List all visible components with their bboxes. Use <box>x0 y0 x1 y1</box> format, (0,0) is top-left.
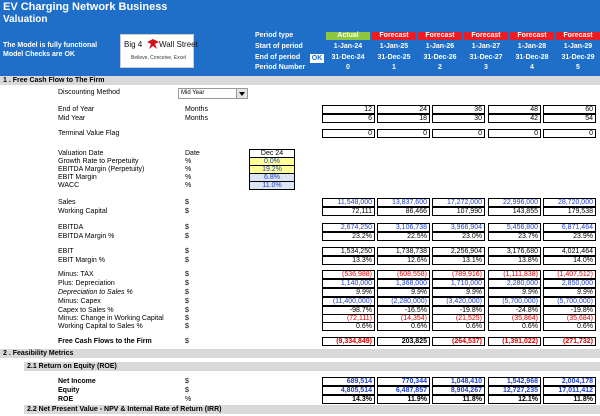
ni-cell-4[interactable]: 1,542,968 <box>488 377 541 386</box>
period-type-label: Period type <box>255 32 294 39</box>
sales-cell-4[interactable]: 22,996,000 <box>488 198 541 207</box>
eq-cell-5[interactable]: 17,011,412 <box>543 386 596 395</box>
fcf-cell-3[interactable]: (264,537) <box>432 337 485 346</box>
mid_year-cell-2[interactable]: 18 <box>377 114 430 123</box>
wc_s-cell-2[interactable]: 0.6% <box>377 322 430 331</box>
ebitda_perp-input[interactable]: 19.2% <box>249 165 295 174</box>
period-type-5: Forecast <box>556 32 600 40</box>
section-npv-irr <box>24 405 600 414</box>
ebitda-cell-4[interactable]: 5,456,800 <box>488 223 541 232</box>
eq-label: Equity <box>58 387 80 394</box>
fcf-unit: $ <box>185 338 189 345</box>
roe-cell-2[interactable]: 11.9% <box>377 395 430 404</box>
fcf-cell-4[interactable]: (1,391,022) <box>488 337 541 346</box>
ebitda_m-unit: $ <box>185 233 189 240</box>
capex_s-cell-3[interactable]: -19.8% <box>432 306 485 315</box>
period-num-0: 0 <box>346 64 350 71</box>
capex-label: Minus: Capex <box>58 298 101 305</box>
wc_s-cell-4[interactable]: 0.6% <box>488 322 541 331</box>
growth-unit: % <box>185 158 192 165</box>
terminal-cell-5[interactable]: 0 <box>543 129 596 138</box>
eq-cell-3[interactable]: 8,904,267 <box>432 386 485 395</box>
ebit_m-unit: $ <box>185 257 189 264</box>
period-type-3: Forecast <box>464 32 508 40</box>
mid_year-cell-3[interactable]: 30 <box>432 114 485 123</box>
ok-check-button[interactable]: OK <box>311 55 323 62</box>
period-start-4: 1-Jan-28 <box>517 43 547 50</box>
period-num-5: 5 <box>576 64 580 71</box>
wc_s-cell-1[interactable]: 0.6% <box>322 322 375 331</box>
wc-label: Working Capital <box>58 208 108 215</box>
period-type-0: Actual <box>326 32 370 40</box>
section-fcff-title: 1 . Free Cash Flow to The Firm <box>3 77 105 84</box>
dep_s-unit: $ <box>185 289 189 296</box>
ebit-cell-4[interactable]: 3,176,680 <box>488 247 541 256</box>
period-type-4: Forecast <box>510 32 554 40</box>
fcf-label: Free Cash Flows to the Firm <box>58 338 152 345</box>
capex-cell-2[interactable]: (2,280,000) <box>377 297 430 306</box>
page-title: EV Charging Network Business <box>3 1 168 13</box>
start-period-label: Start of period <box>255 43 303 50</box>
eq-cell-1[interactable]: 4,805,514 <box>322 386 375 395</box>
ebitda-label: EBITDA <box>58 224 84 231</box>
val_date-label: Valuation Date <box>58 150 104 157</box>
ebitda-cell-2[interactable]: 3,106,738 <box>377 223 430 232</box>
wc_s-cell-5[interactable]: 0.6% <box>543 322 596 331</box>
end-period-label: End of period <box>255 54 301 61</box>
growth-input[interactable]: 0.0% <box>249 157 295 166</box>
ebitda-unit: $ <box>185 224 189 231</box>
sales-unit: $ <box>185 199 189 206</box>
tax-cell-1[interactable]: (536,988) <box>322 270 375 279</box>
sales-cell-1[interactable]: 11,548,000 <box>322 198 375 207</box>
wc-cell-5[interactable]: 179,538 <box>543 207 596 216</box>
period-start-1: 1-Jan-25 <box>379 43 409 50</box>
section-roe <box>24 362 600 371</box>
capex_s-cell-5[interactable]: -19.8% <box>543 306 596 315</box>
tax-cell-3[interactable]: (789,916) <box>432 270 485 279</box>
section-roe-title: 2.1 Return on Equity (ROE) <box>27 363 117 370</box>
period-start-3: 1-Jan-27 <box>471 43 501 50</box>
mid_year-cell-4[interactable]: 42 <box>488 114 541 123</box>
tax-cell-5[interactable]: (1,407,512) <box>543 270 596 279</box>
period-start-5: 1-Jan-29 <box>563 43 593 50</box>
ni-unit: $ <box>185 378 189 385</box>
dep-cell-2[interactable]: 1,368,000 <box>377 279 430 288</box>
period-end-3: 31-Dec-27 <box>469 54 503 61</box>
capex_s-cell-1[interactable]: -98.7% <box>322 306 375 315</box>
ebit-cell-2[interactable]: 1,738,738 <box>377 247 430 256</box>
end_year-unit: Months <box>185 106 208 113</box>
dep_s-cell-2[interactable]: 9.9% <box>377 288 430 297</box>
discount-method-dropdown[interactable] <box>178 88 248 99</box>
period-end-2: 31-Dec-26 <box>423 54 457 61</box>
period-end-5: 31-Dec-29 <box>561 54 595 61</box>
sales-label: Sales <box>58 199 76 206</box>
dep_s-label: Depreciation to Sales % <box>58 289 133 296</box>
wc-cell-1[interactable]: 72,111 <box>322 207 375 216</box>
terminal-cell-1[interactable]: 0 <box>322 129 375 138</box>
end_year-label: End of Year <box>58 106 95 113</box>
roe-cell-4[interactable]: 12.1% <box>488 395 541 404</box>
eq-cell-4[interactable]: 12,727,235 <box>488 386 541 395</box>
section-fcff <box>0 76 600 85</box>
ebit_margin_in-unit: % <box>185 174 192 181</box>
ebit_m-cell-2[interactable]: 12.6% <box>377 256 430 265</box>
logo-tagline: Believe, Conceive, Excel <box>131 55 187 61</box>
end_year-cell-5[interactable]: 60 <box>543 105 596 114</box>
model-status-note: The Model is fully functional <box>3 42 98 49</box>
roe-cell-3[interactable]: 11.8% <box>432 395 485 404</box>
ebitda_perp-unit: % <box>185 166 192 173</box>
capex-cell-4[interactable]: (5,700,000) <box>488 297 541 306</box>
wc-cell-2[interactable]: 86,466 <box>377 207 430 216</box>
fcf-cell-2[interactable]: 203,825 <box>377 337 430 346</box>
end_year-cell-2[interactable]: 24 <box>377 105 430 114</box>
mid_year-unit: Months <box>185 115 208 122</box>
capex-unit: $ <box>185 298 189 305</box>
wc-unit: $ <box>185 208 189 215</box>
discount-method-value: Mid Year <box>181 90 205 96</box>
dep-cell-4[interactable]: 2,280,000 <box>488 279 541 288</box>
sales-cell-5[interactable]: 28,720,000 <box>543 198 596 207</box>
fcf-cell-5[interactable]: (271,732) <box>543 337 596 346</box>
dep_s-cell-5[interactable]: 9.9% <box>543 288 596 297</box>
period-end-4: 31-Dec-28 <box>515 54 549 61</box>
ebit_margin_in-input[interactable]: 6.8% <box>249 173 295 182</box>
chevron-down-icon[interactable] <box>236 89 247 98</box>
wacc-unit: % <box>185 182 192 189</box>
ebitda_m-label: EBITDA Margin % <box>58 233 115 240</box>
roe-label: ROE <box>58 396 74 403</box>
ni-cell-2[interactable]: 770,344 <box>377 377 430 386</box>
company-logo <box>120 34 198 68</box>
tax-cell-4[interactable]: (1,111,838) <box>488 270 541 279</box>
logo-text-2: Wall Street <box>159 40 198 49</box>
period-num-1: 1 <box>392 64 396 71</box>
period-num-3: 3 <box>484 64 488 71</box>
chg_wc-cell-4[interactable]: (35,864) <box>488 314 541 323</box>
roe-cell-1[interactable]: 14.3% <box>322 395 375 404</box>
roe-unit: % <box>185 396 192 403</box>
ebit_m-cell-4[interactable]: 13.8% <box>488 256 541 265</box>
dep-cell-5[interactable]: 2,850,000 <box>543 279 596 288</box>
tax-label: Minus: TAX <box>58 271 94 278</box>
ni-cell-1[interactable]: 689,514 <box>322 377 375 386</box>
period-number-label: Period Number <box>255 64 306 71</box>
terminal-cell-3[interactable]: 0 <box>432 129 485 138</box>
chg_wc-cell-2[interactable]: (14,354) <box>377 314 430 323</box>
wc_s-label: Working Capital to Sales % <box>58 323 143 330</box>
ebitda_m-cell-5[interactable]: 23.9% <box>543 232 596 241</box>
ebitda_m-cell-4[interactable]: 23.7% <box>488 232 541 241</box>
terminal-cell-4[interactable]: 0 <box>488 129 541 138</box>
model-checks-note: Model Checks are OK <box>3 51 75 58</box>
capex-cell-5[interactable]: (5,700,000) <box>543 297 596 306</box>
period-type-1: Forecast <box>372 32 416 40</box>
ebitda-cell-5[interactable]: 6,871,464 <box>543 223 596 232</box>
mid_year-cell-1[interactable]: 6 <box>322 114 375 123</box>
period-num-4: 4 <box>530 64 534 71</box>
wc-cell-3[interactable]: 107,990 <box>432 207 485 216</box>
chg_wc-label: Minus: Change in Working Capital <box>58 315 164 322</box>
discount-method-label: Discounting Method <box>58 89 120 96</box>
wc_s-cell-3[interactable]: 0.6% <box>432 322 485 331</box>
wc-cell-4[interactable]: 143,855 <box>488 207 541 216</box>
tax-unit: $ <box>185 271 189 278</box>
sales-cell-2[interactable]: 13,837,600 <box>377 198 430 207</box>
terminal-label: Terminal Value Flag <box>58 130 120 137</box>
ebitda-cell-1[interactable]: 2,674,250 <box>322 223 375 232</box>
ebitda_m-cell-3[interactable]: 23.0% <box>432 232 485 241</box>
ebit-cell-1[interactable]: 1,534,250 <box>322 247 375 256</box>
ebit_margin_in-label: EBIT Margin <box>58 174 97 181</box>
period-num-2: 2 <box>438 64 442 71</box>
capex-cell-1[interactable]: (11,400,000) <box>322 297 375 306</box>
sales-cell-3[interactable]: 17,272,000 <box>432 198 485 207</box>
period-type-2: Forecast <box>418 32 462 40</box>
period-end-0: 31-Dec-24 <box>331 54 365 61</box>
dep-cell-1[interactable]: 1,140,000 <box>322 279 375 288</box>
ebitda_perp-label: EBITDA Margin (Perpetuity) <box>58 166 145 173</box>
end_year-cell-3[interactable]: 36 <box>432 105 485 114</box>
ebit_m-label: EBIT Margin % <box>58 257 105 264</box>
ebit_m-cell-3[interactable]: 13.1% <box>432 256 485 265</box>
end_year-cell-4[interactable]: 48 <box>488 105 541 114</box>
chg_wc-cell-1[interactable]: (72,111) <box>322 314 375 323</box>
val_date-input[interactable]: Dec 24 <box>249 149 295 158</box>
section-npv-irr-title: 2.2 Net Present Value - NPV & Internal Rate of Return (IRR) <box>27 406 222 413</box>
ebitda-cell-3[interactable]: 3,966,904 <box>432 223 485 232</box>
ebit-cell-5[interactable]: 4,021,464 <box>543 247 596 256</box>
capex-cell-3[interactable]: (3,420,000) <box>432 297 485 306</box>
eagle-icon <box>146 37 160 51</box>
ebit-cell-3[interactable]: 2,256,904 <box>432 247 485 256</box>
capex_s-label: Capex to Sales % <box>58 307 114 314</box>
end_year-cell-1[interactable]: 12 <box>322 105 375 114</box>
terminal-cell-2[interactable]: 0 <box>377 129 430 138</box>
chg_wc-cell-3[interactable]: (21,525) <box>432 314 485 323</box>
ebitda_m-cell-2[interactable]: 22.5% <box>377 232 430 241</box>
wacc-label: WACC <box>58 182 80 189</box>
section-feasibility <box>0 349 600 358</box>
capex_s-unit: $ <box>185 307 189 314</box>
capex_s-cell-4[interactable]: -24.8% <box>488 306 541 315</box>
logo-text-1: Big 4 <box>124 40 143 49</box>
eq-unit: $ <box>185 387 189 394</box>
dep-cell-3[interactable]: 1,710,000 <box>432 279 485 288</box>
period-start-0: 1-Jan-24 <box>333 43 363 50</box>
mid_year-label: Mid Year <box>58 115 86 122</box>
ebitda_m-cell-1[interactable]: 23.2% <box>322 232 375 241</box>
val_date-unit: Date <box>185 150 200 157</box>
dep-unit: $ <box>185 280 189 287</box>
dep_s-cell-3[interactable]: 9.9% <box>432 288 485 297</box>
dep-label: Plus: Depreciation <box>58 280 115 287</box>
eq-cell-2[interactable]: 6,487,857 <box>377 386 430 395</box>
period-end-1: 31-Dec-25 <box>377 54 411 61</box>
chg_wc-unit: $ <box>185 315 189 322</box>
wacc-input[interactable]: 11.0% <box>249 181 295 190</box>
fcf-cell-1[interactable]: (9,334,849) <box>322 337 375 346</box>
wc_s-unit: $ <box>185 323 189 330</box>
ni-cell-5[interactable]: 2,004,178 <box>543 377 596 386</box>
growth-label: Growth Rate to Perpetuity <box>58 158 139 165</box>
ni-label: Net Income <box>58 378 96 385</box>
dep_s-cell-4[interactable]: 9.9% <box>488 288 541 297</box>
page-subtitle: Valuation <box>3 14 48 25</box>
section-feasibility-title: 2 . Feasibility Metrics <box>3 350 74 357</box>
dep_s-cell-1[interactable]: 9.9% <box>322 288 375 297</box>
ebit_m-cell-1[interactable]: 13.3% <box>322 256 375 265</box>
ni-cell-3[interactable]: 1,048,410 <box>432 377 485 386</box>
ebit_m-cell-5[interactable]: 14.0% <box>543 256 596 265</box>
roe-cell-5[interactable]: 11.8% <box>543 395 596 404</box>
chg_wc-cell-5[interactable]: (35,684) <box>543 314 596 323</box>
ebit-label: EBIT <box>58 248 74 255</box>
period-start-2: 1-Jan-26 <box>425 43 455 50</box>
mid_year-cell-5[interactable]: 54 <box>543 114 596 123</box>
ebit-unit: $ <box>185 248 189 255</box>
capex_s-cell-2[interactable]: -16.5% <box>377 306 430 315</box>
tax-cell-2[interactable]: (608,558) <box>377 270 430 279</box>
